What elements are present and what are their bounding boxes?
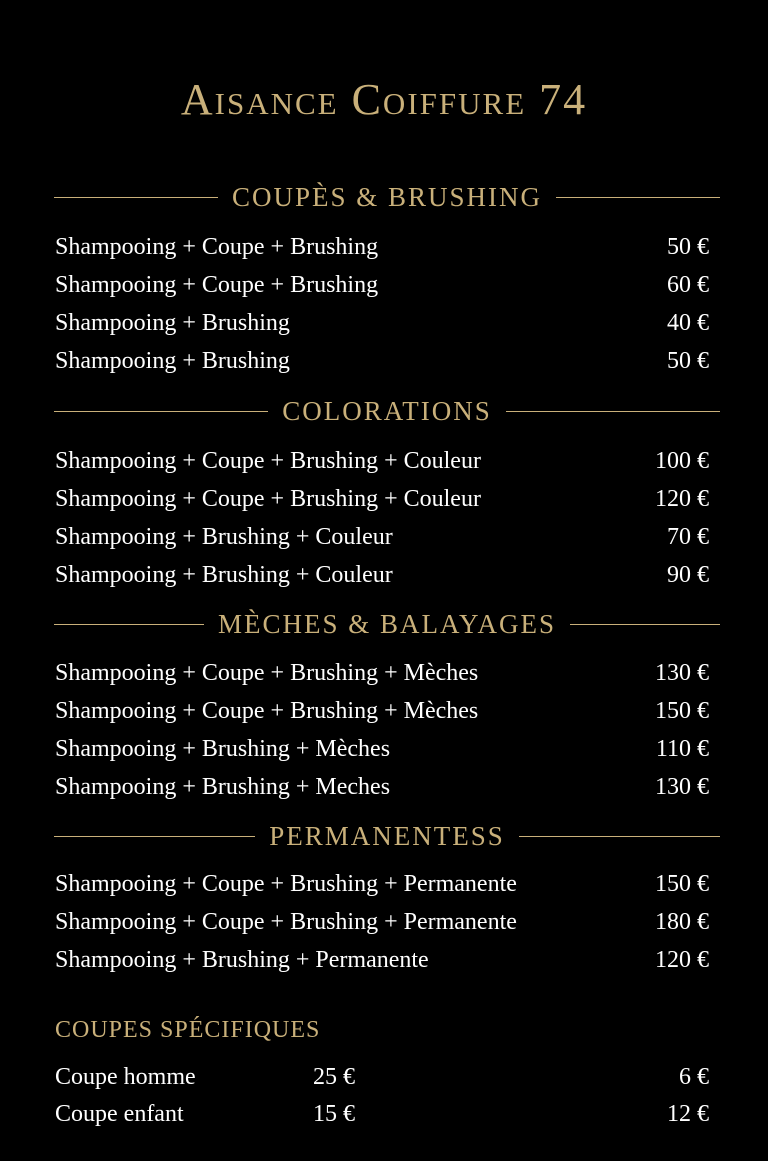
salon-title: Aisance Coiffure 74 <box>180 75 588 124</box>
service-name: Shampooing + Coupe + Brushing + Mèches <box>55 659 479 686</box>
section-title: MÈCHES & BALAYAGES <box>217 608 557 639</box>
service-price: 120 € <box>655 946 709 973</box>
section-heading-coupes <box>54 182 720 212</box>
service-name: Shampooing + Coupe + Brushing <box>55 271 379 298</box>
price-row <box>55 307 709 339</box>
service-name: Shampooing + Coupe + Brushing <box>55 233 379 260</box>
price-row <box>55 445 709 477</box>
service-price: 110 € <box>655 735 709 762</box>
service-price: 70 € <box>667 523 709 550</box>
service-price: 150 € <box>655 697 709 724</box>
divider-line <box>519 836 720 837</box>
service-price-first: 25 € <box>313 1064 355 1090</box>
service-name: Shampooing + Brushing <box>55 309 290 336</box>
price-row <box>55 521 709 553</box>
price-row <box>55 733 709 765</box>
service-name: Shampooing + Coupe + Brushing + Mèches <box>55 697 479 724</box>
service-price: 90 € <box>667 561 709 588</box>
service-price: 50 € <box>667 347 709 374</box>
service-name: Shampooing + Coupe + Brushing + Couleur <box>55 485 481 512</box>
special-price-row <box>55 1061 709 1093</box>
divider-line <box>54 411 268 412</box>
price-row <box>55 944 709 976</box>
service-price: 150 € <box>655 870 709 897</box>
price-row <box>55 695 709 727</box>
divider-line <box>570 624 720 625</box>
service-price: 60 € <box>667 271 709 298</box>
divider-line <box>54 624 204 625</box>
price-row <box>55 868 709 900</box>
service-name: Shampooing + Brushing + Meches <box>55 773 391 800</box>
service-name: Shampooing + Brushing + Permanente <box>55 946 429 973</box>
price-row <box>55 559 709 591</box>
price-row <box>55 906 709 938</box>
section-title: COLORATIONS <box>282 395 492 426</box>
service-name: Shampooing + Brushing + Couleur <box>55 561 393 588</box>
divider-line <box>54 197 218 198</box>
section-heading-meches <box>54 609 720 639</box>
service-price: 180 € <box>655 908 709 935</box>
service-name: Shampooing + Brushing <box>55 347 290 374</box>
service-price-second: 6 € <box>679 1064 709 1090</box>
service-price: 50 € <box>667 233 709 260</box>
price-row <box>55 269 709 301</box>
special-price-row <box>55 1098 709 1130</box>
service-price: 130 € <box>655 659 709 686</box>
section-heading-colorations <box>54 396 720 426</box>
divider-line <box>556 197 720 198</box>
service-price: 40 € <box>667 309 709 336</box>
service-name: Coupe homme <box>55 1064 196 1090</box>
service-price: 130 € <box>655 773 709 800</box>
price-row <box>55 771 709 803</box>
service-name: Shampooing + Brushing + Couleur <box>55 523 393 550</box>
section-title: COUPÈS & BRUSHING <box>231 181 543 212</box>
service-price: 120 € <box>655 485 709 512</box>
price-row <box>55 231 709 263</box>
price-row <box>55 483 709 515</box>
service-name: Shampooing + Brushing + Mèches <box>55 735 391 762</box>
service-name: Shampooing + Coupe + Brushing + Permanente <box>55 870 517 897</box>
price-row <box>55 657 709 689</box>
section-title-coupes-specifiques: COUPES SPÉCIFIQUES <box>55 1017 321 1043</box>
section-heading-permanentes <box>54 821 720 851</box>
service-name: Shampooing + Coupe + Brushing + Couleur <box>55 447 481 474</box>
service-price: 100 € <box>655 447 709 474</box>
section-title: PERMANENTESS <box>269 820 505 851</box>
service-name: Shampooing + Coupe + Brushing + Permanente <box>55 908 517 935</box>
price-row <box>55 345 709 377</box>
service-price-first: 15 € <box>313 1101 355 1127</box>
divider-line <box>506 411 720 412</box>
service-price-second: 12 € <box>667 1101 709 1127</box>
divider-line <box>54 836 255 837</box>
service-name: Coupe enfant <box>55 1101 184 1127</box>
